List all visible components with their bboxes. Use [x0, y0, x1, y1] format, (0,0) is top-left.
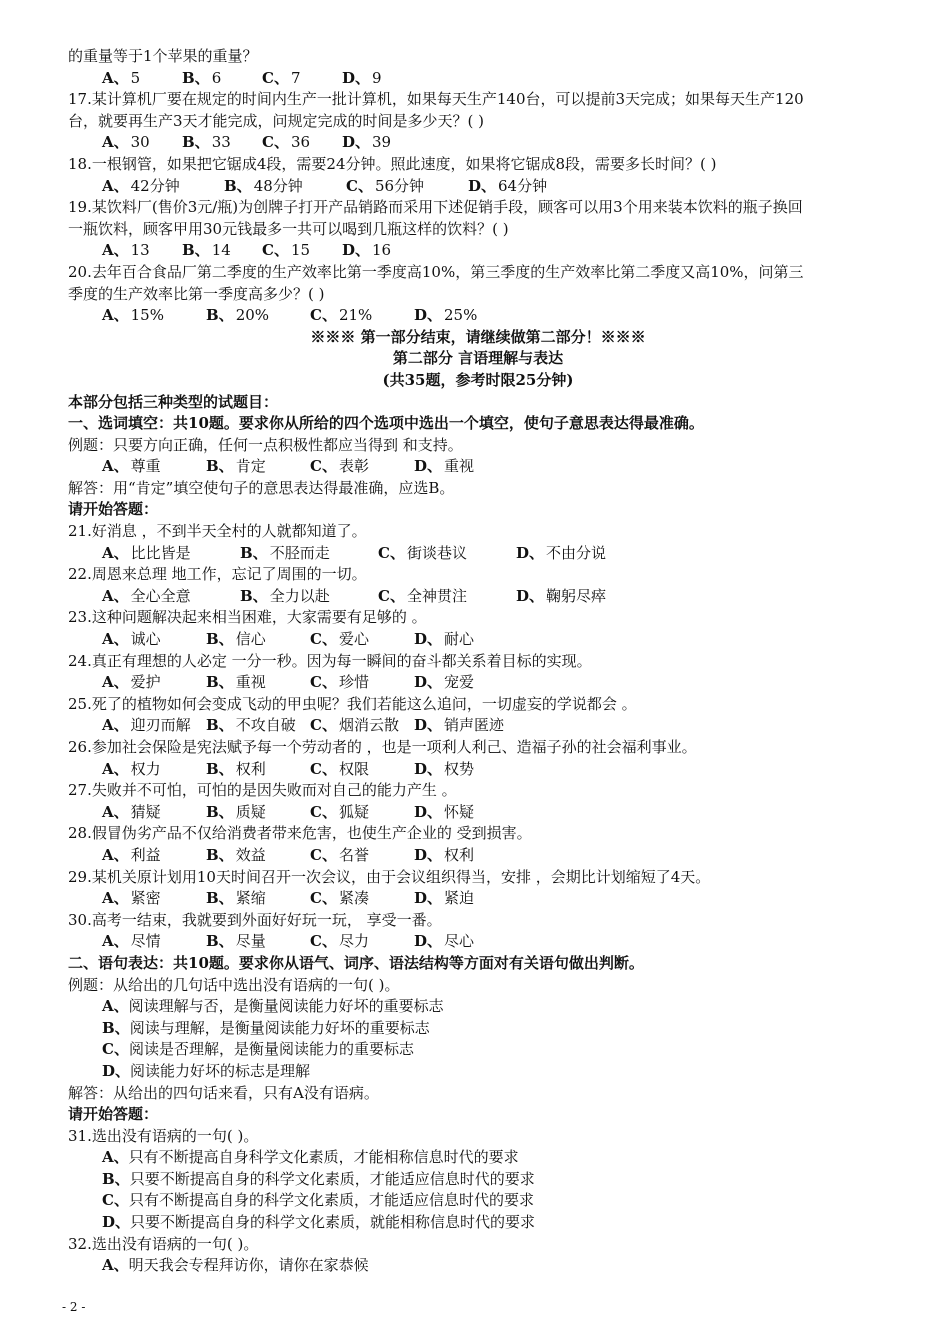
question-20-line-2: 季度的生产效率比第一季度高多少？( )	[68, 284, 325, 303]
option-c: C、 15	[262, 241, 311, 260]
option-letter: D、	[414, 630, 443, 649]
option-b: B、 14	[182, 241, 231, 260]
question-24-options	[68, 672, 888, 694]
option-letter: A、	[102, 133, 129, 152]
question-17-line-1: 17.某计算机厂要在规定的时间内生产一批计算机，如果每天生产140台，可以提前3天完成；如果每天生产120	[68, 90, 804, 109]
option-a: A、 15%	[102, 306, 164, 325]
option-letter: A、	[102, 673, 129, 692]
option-b: B、 6	[182, 68, 222, 87]
question-30-options	[68, 931, 888, 953]
option-letter: B、	[206, 932, 234, 951]
option-letter: B、	[240, 543, 268, 562]
option-letter: B、	[206, 457, 234, 476]
option-a: A、 尊重	[102, 457, 161, 476]
option-a: A、 爱护	[102, 673, 161, 692]
question-20-line-1: 20.去年百合食品厂第二季度的生产效率比第一季度高10%，第三季度的生产效率比第二季度又高10%，问第三	[68, 262, 804, 281]
question-32-option-a: A、明天我会专程拜访你，请你在家恭候	[102, 1256, 369, 1275]
option-c: C、 狐疑	[310, 802, 369, 821]
question-16-options	[68, 68, 888, 90]
option-letter: B、	[182, 241, 210, 260]
option-b: B、 不胫而走	[240, 543, 330, 562]
option-letter: D、	[414, 845, 443, 864]
option-letter: D、	[414, 759, 443, 778]
option-letter: C、	[310, 889, 337, 908]
example-1-text: 例题：只要方向正确，任何一点积极性都应当得到 和支持。	[68, 435, 463, 454]
option-letter: A、	[102, 802, 129, 821]
option-d: D、 64分钟	[468, 176, 548, 195]
option-b: B、 权利	[206, 759, 266, 778]
option-letter: D、	[516, 543, 545, 562]
question-21-text: 21.好消息 ，不到半天全村的人就都知道了。	[68, 522, 367, 541]
option-letter: B、	[206, 306, 234, 325]
question-19-options	[68, 240, 888, 262]
option-letter: D、	[414, 932, 443, 951]
question-22-options	[68, 586, 888, 608]
option-letter: B、	[240, 586, 268, 605]
option-letter: D、	[102, 1061, 131, 1080]
option-letter: A、	[102, 759, 129, 778]
page-number: - 2 -	[62, 1300, 86, 1314]
option-letter: C、	[262, 68, 289, 87]
option-letter: C、	[102, 1040, 129, 1059]
start-answering-1: 请开始答题：	[68, 500, 159, 519]
option-d: D、 权势	[414, 759, 475, 778]
option-letter: B、	[206, 630, 234, 649]
option-letter: A、	[102, 845, 129, 864]
option-c: C、 烟消云散	[310, 716, 399, 735]
option-letter: A、	[102, 68, 129, 87]
option-letter: D、	[414, 889, 443, 908]
option-letter: D、	[414, 306, 443, 325]
option-d: D、 鞠躬尽瘁	[516, 586, 607, 605]
option-d: D、 耐心	[414, 630, 475, 649]
option-letter: C、	[378, 586, 405, 605]
example-2-option-d: D、阅读能力好坏的标志是理解	[102, 1061, 311, 1080]
option-letter: A、	[102, 716, 129, 735]
option-a: A、 5	[102, 68, 141, 87]
option-letter: C、	[310, 673, 337, 692]
question-25-options	[68, 715, 888, 737]
option-a: A、 权力	[102, 759, 161, 778]
option-b: B、 33	[182, 133, 231, 152]
option-letter: C、	[310, 802, 337, 821]
question-27-options	[68, 802, 888, 824]
option-letter: D、	[414, 802, 443, 821]
option-letter: A、	[102, 176, 129, 195]
question-19-line-1: 19.某饮料厂(售价3元/瓶)为创牌子打开产品销路而采用下述促销手段，顾客可以用3个用来装本饮料的瓶子换回	[68, 198, 803, 217]
option-letter: A、	[102, 889, 129, 908]
option-letter: A、	[102, 1148, 129, 1167]
example-2-option-a: A、阅读理解与否，是衡量阅读能力好坏的重要标志	[102, 997, 444, 1016]
option-c: C、 珍惜	[310, 673, 369, 692]
option-letter: D、	[342, 68, 371, 87]
option-d: D、 9	[342, 68, 382, 87]
option-a: A、 紧密	[102, 889, 161, 908]
option-letter: B、	[182, 68, 210, 87]
option-letter: C、	[310, 630, 337, 649]
option-letter: B、	[206, 802, 234, 821]
example-2-answer: 解答：从给出的四句话来看，只有A没有语病。	[68, 1083, 379, 1102]
part-intro: 本部分包括三种类型的试题目：	[68, 392, 279, 411]
option-d: D、 怀疑	[414, 802, 475, 821]
option-b: B、 效益	[206, 845, 266, 864]
question-29-options	[68, 888, 888, 910]
example-1-options	[68, 456, 888, 478]
start-answering-2: 请开始答题：	[68, 1105, 159, 1124]
option-b: B、 质疑	[206, 802, 266, 821]
question-31-option-d: D、只要不断提高自身的科学文化素质，就能相称信息时代的要求	[102, 1213, 536, 1232]
option-a: A、 42分钟	[102, 176, 180, 195]
question-18-text: 18.一根钢管，如果把它锯成4段，需要24分钟。照此速度，如果将它锯成8段，需要多长时间？( )	[68, 154, 717, 173]
option-letter: C、	[310, 716, 337, 735]
option-letter: C、	[262, 241, 289, 260]
option-letter: D、	[102, 1213, 131, 1232]
option-letter: D、	[342, 241, 371, 260]
option-letter: A、	[102, 241, 129, 260]
option-letter: B、	[102, 1169, 130, 1188]
option-c: C、 7	[262, 68, 301, 87]
question-31-option-c: C、只有不断提高自身的科学文化素质，才能适应信息时代的要求	[102, 1191, 534, 1210]
option-a: A、 利益	[102, 845, 161, 864]
option-letter: C、	[378, 543, 405, 562]
option-letter: C、	[102, 1191, 129, 1210]
option-letter: C、	[310, 306, 337, 325]
option-letter: D、	[342, 133, 371, 152]
option-letter: B、	[206, 673, 234, 692]
question-29-text: 29.某机关原计划用10天时间召开一次会议，由于会议组织得当，安排 ，会期比计划缩短了4天。	[68, 867, 711, 886]
option-c: C、 尽力	[310, 932, 369, 951]
option-a: A、 迎刃而解	[102, 716, 191, 735]
question-28-text: 28.假冒伪劣产品不仅给消费者带来危害，也使生产企业的 受到损害。	[68, 824, 532, 843]
option-letter: A、	[102, 1256, 129, 1275]
option-d: D、 25%	[414, 306, 478, 325]
question-25-text: 25.死了的植物如何会变成飞动的甲虫呢？我们若能这么追问，一切虚妄的学说都会 。	[68, 694, 637, 713]
option-letter: C、	[310, 759, 337, 778]
question-26-text: 26.参加社会保险是宪法赋予每一个劳动者的 ，也是一项利人利己、造福子孙的社会福利事业。	[68, 738, 697, 756]
part-two-subtitle: (共35题，参考时限25分钟)	[382, 370, 574, 389]
option-letter: C、	[310, 457, 337, 476]
option-d: D、 39	[342, 133, 392, 152]
example-2-option-b: B、阅读与理解，是衡量阅读能力好坏的重要标志	[102, 1018, 430, 1037]
part-two-title: 第二部分 言语理解与表达	[392, 349, 564, 368]
option-d: D、 重视	[414, 457, 475, 476]
option-c: C、 权限	[310, 759, 369, 778]
option-letter: C、	[310, 845, 337, 864]
question-16-text: 的重量等于1个苹果的重量？	[68, 47, 258, 65]
option-c: C、 36	[262, 133, 311, 152]
question-28-options	[68, 845, 888, 867]
question-19-line-2: 一瓶饮料，顾客甲用30元钱最多一共可以喝到几瓶这样的饮料？( )	[68, 219, 509, 238]
option-letter: D、	[414, 673, 443, 692]
option-a: A、 13	[102, 241, 150, 260]
option-letter: B、	[206, 889, 234, 908]
option-b: B、 尽量	[206, 932, 266, 951]
option-c: C、 表彰	[310, 457, 369, 476]
option-d: D、 紧迫	[414, 889, 475, 908]
option-b: B、 全力以赴	[240, 586, 330, 605]
option-letter: B、	[206, 845, 234, 864]
question-17-line-2: 台，就要再生产3天才能完成，问规定完成的时间是多少天？( )	[68, 111, 485, 130]
option-d: D、 16	[342, 241, 392, 260]
option-letter: D、	[468, 176, 497, 195]
option-b: B、 20%	[206, 306, 270, 325]
option-letter: B、	[224, 176, 252, 195]
option-b: B、 48分钟	[224, 176, 303, 195]
option-b: B、 不攻自破	[206, 716, 296, 735]
option-letter: D、	[414, 457, 443, 476]
question-31-option-a: A、只有不断提高自身科学文化素质，才能相称信息时代的要求	[102, 1148, 519, 1167]
option-letter: B、	[102, 1018, 130, 1037]
option-letter: C、	[310, 932, 337, 951]
question-31-option-b: B、只要不断提高自身的科学文化素质，才能适应信息时代的要求	[102, 1169, 535, 1188]
question-18-options	[68, 176, 888, 198]
option-c: C、 街谈巷议	[378, 543, 467, 562]
question-30-text: 30.高考一结束，我就要到外面好好玩一玩， 享受一番。	[68, 910, 442, 929]
question-27-text: 27.失败并不可怕，可怕的是因失败而对自己的能力产生 。	[68, 781, 457, 800]
option-d: D、 宠爱	[414, 673, 475, 692]
question-17-options	[68, 132, 888, 154]
question-23-options	[68, 629, 888, 651]
part-one-end-notice: ※※※ 第一部分结束，请继续做第二部分！※※※	[310, 327, 646, 346]
option-letter: A、	[102, 932, 129, 951]
option-letter: D、	[516, 586, 545, 605]
question-26-options	[68, 759, 888, 781]
option-a: A、 尽情	[102, 932, 161, 951]
option-b: B、 信心	[206, 630, 266, 649]
option-a: A、 诚心	[102, 630, 161, 649]
question-20-options	[68, 305, 888, 327]
option-a: A、 猜疑	[102, 802, 161, 821]
exam-page	[68, 46, 888, 1277]
option-c: C、 全神贯注	[378, 586, 467, 605]
option-a: A、 比比皆是	[102, 543, 191, 562]
option-letter: A、	[102, 306, 129, 325]
option-d: D、 销声匿迹	[414, 716, 505, 735]
option-b: B、 肯定	[206, 457, 266, 476]
option-letter: B、	[206, 716, 234, 735]
option-letter: A、	[102, 997, 129, 1016]
option-c: C、 爱心	[310, 630, 369, 649]
section-2-heading: 二、语句表达：共10题。要求你从语气、词序、语法结构等方面对有关语句做出判断。	[68, 953, 644, 972]
option-letter: C、	[346, 176, 373, 195]
option-a: A、 全心全意	[102, 586, 191, 605]
option-a: A、 30	[102, 133, 150, 152]
question-32-text: 32.选出没有语病的一句( )。	[68, 1234, 259, 1253]
option-c: C、 名誉	[310, 845, 369, 864]
question-23-text: 23.这种问题解决起来相当困难，大家需要有足够的 。	[68, 608, 427, 627]
option-d: D、 不由分说	[516, 543, 607, 562]
option-letter: A、	[102, 457, 129, 476]
option-letter: B、	[182, 133, 210, 152]
example-2-option-c: C、阅读是否理解，是衡量阅读能力的重要标志	[102, 1040, 414, 1059]
example-1-answer: 解答：用“肯定”填空使句子的意思表达得最准确，应选B。	[68, 478, 455, 497]
option-letter: A、	[102, 543, 129, 562]
question-21-options	[68, 543, 888, 565]
question-31-text: 31.选出没有语病的一句( )。	[68, 1126, 259, 1145]
option-c: C、 紧凑	[310, 889, 369, 908]
section-1-heading: 一、选词填空：共10题。要求你从所给的四个选项中选出一个填空，使句子意思表达得最准确。	[68, 414, 704, 433]
option-letter: B、	[206, 759, 234, 778]
option-letter: D、	[414, 716, 443, 735]
question-22-text: 22.周恩来总理 地工作，忘记了周围的一切。	[68, 565, 367, 584]
option-b: B、 重视	[206, 673, 266, 692]
example-2-text: 例题：从给出的几句话中选出没有语病的一句( )。	[68, 975, 400, 994]
option-letter: A、	[102, 586, 129, 605]
option-c: C、 21%	[310, 306, 373, 325]
option-letter: A、	[102, 630, 129, 649]
option-d: D、 权利	[414, 845, 475, 864]
option-c: C、 56分钟	[346, 176, 425, 195]
option-b: B、 紧缩	[206, 889, 266, 908]
option-letter: C、	[262, 133, 289, 152]
question-24-text: 24.真正有理想的人必定 一分一秒。因为每一瞬间的奋斗都关系着目标的实现。	[68, 651, 592, 670]
option-d: D、 尽心	[414, 932, 475, 951]
